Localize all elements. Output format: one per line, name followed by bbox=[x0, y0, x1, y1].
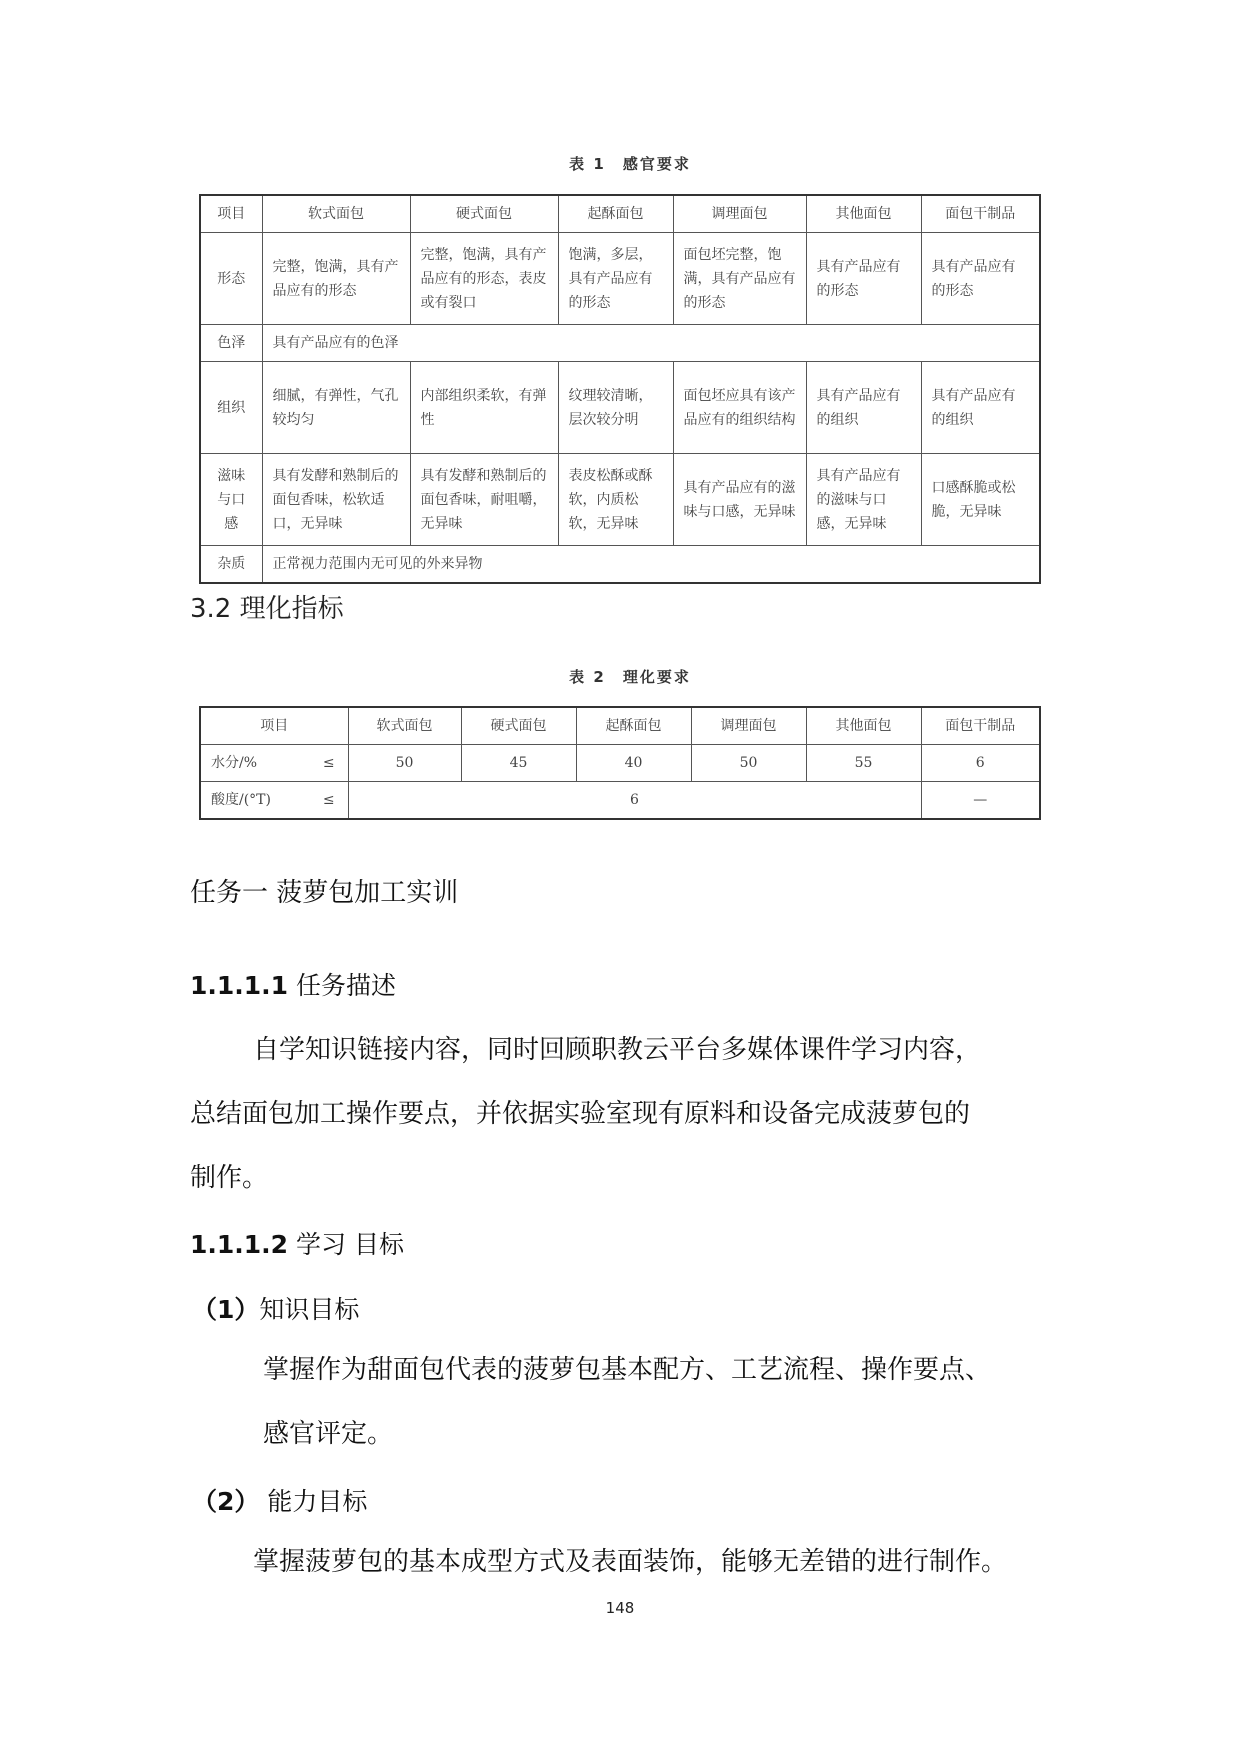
row-label: 形态 bbox=[200, 233, 262, 325]
table-row bbox=[200, 745, 1040, 782]
table-cell: 具有产品应有的滋味与口感，无异味 bbox=[806, 454, 921, 546]
header-cell: 面包干制品 bbox=[921, 707, 1040, 745]
row-label: 组织 bbox=[200, 362, 262, 454]
table-cell: 纹理较清晰，层次较分明 bbox=[558, 362, 673, 454]
header-cell: 面包干制品 bbox=[921, 195, 1040, 233]
paragraph-line: 掌握作为甜面包代表的菠萝包基本配方、工艺流程、操作要点、 bbox=[263, 1355, 992, 1385]
header-cell: 硬式面包 bbox=[461, 707, 576, 745]
table-cell: 细腻，有弹性，气孔较均匀 bbox=[262, 362, 410, 454]
section-heading: 3.2 理化指标 bbox=[190, 594, 344, 624]
goal-text: 知识目标 bbox=[259, 1295, 360, 1324]
header-cell: 项目 bbox=[200, 707, 348, 745]
table-cell: 口感酥脆或松脆，无异味 bbox=[921, 454, 1040, 546]
table-cell: 6 bbox=[348, 782, 921, 820]
row-operator: ≤ bbox=[310, 745, 348, 782]
table-cell: 具有产品应有的色泽 bbox=[262, 325, 1040, 362]
header-cell: 其他面包 bbox=[806, 195, 921, 233]
table-row bbox=[200, 546, 1040, 584]
header-cell: 硬式面包 bbox=[410, 195, 558, 233]
table-row bbox=[200, 707, 1040, 745]
table-cell: 面包坯应具有该产品应有的组织结构 bbox=[673, 362, 806, 454]
goal-number: （2） bbox=[192, 1487, 260, 1516]
row-label: 滋味与口感 bbox=[200, 454, 262, 546]
table-cell: 面包坯完整，饱满，具有产品应有的形态 bbox=[673, 233, 806, 325]
paragraph-line: 自学知识链接内容，同时回顾职教云平台多媒体课件学习内容， bbox=[253, 1035, 982, 1065]
table-cell: 具有产品应有的形态 bbox=[921, 233, 1040, 325]
row-label: 酸度/(°T) bbox=[200, 782, 310, 820]
row-label: 水分/% bbox=[200, 745, 310, 782]
paragraph-line: 制作。 bbox=[190, 1163, 269, 1193]
heading-number: 1.1.1.1 bbox=[190, 971, 289, 1000]
table-cell: 50 bbox=[691, 745, 806, 782]
subsection-heading bbox=[190, 966, 396, 1002]
subsection-heading bbox=[190, 1225, 404, 1261]
goal-heading bbox=[192, 1482, 367, 1518]
table-cell: 6 bbox=[921, 745, 1040, 782]
header-cell: 调理面包 bbox=[691, 707, 806, 745]
heading-text: 学习 目标 bbox=[296, 1230, 404, 1259]
table-cell: 完整，饱满，具有产品应有的形态，表皮或有裂口 bbox=[410, 233, 558, 325]
table-cell: 具有产品应有的滋味与口感，无异味 bbox=[673, 454, 806, 546]
physicochemical-table bbox=[199, 706, 1041, 820]
goal-heading bbox=[192, 1290, 359, 1326]
header-cell: 项目 bbox=[200, 195, 262, 233]
row-operator: ≤ bbox=[310, 782, 348, 820]
heading-text: 任务描述 bbox=[296, 971, 397, 1000]
table-cell: 55 bbox=[806, 745, 921, 782]
header-cell: 起酥面包 bbox=[558, 195, 673, 233]
table2-caption: 表 2 理化要求 bbox=[569, 668, 691, 686]
row-label: 杂质 bbox=[200, 546, 262, 584]
table-cell: 具有发酵和熟制后的面包香味，松软适口，无异味 bbox=[262, 454, 410, 546]
table-row bbox=[200, 454, 1040, 546]
header-cell: 软式面包 bbox=[348, 707, 461, 745]
page-number: 148 bbox=[605, 1599, 635, 1617]
table-cell: 50 bbox=[348, 745, 461, 782]
header-cell: 软式面包 bbox=[262, 195, 410, 233]
table-row bbox=[200, 195, 1040, 233]
table-cell: — bbox=[921, 782, 1040, 820]
table-cell: 具有产品应有的组织 bbox=[921, 362, 1040, 454]
paragraph-line: 总结面包加工操作要点，并依据实验室现有原料和设备完成菠萝包的 bbox=[190, 1099, 971, 1129]
table-row bbox=[200, 325, 1040, 362]
sensory-table bbox=[199, 194, 1041, 584]
goal-number: （1） bbox=[192, 1295, 260, 1324]
table-cell: 内部组织柔软，有弹性 bbox=[410, 362, 558, 454]
table-cell: 完整，饱满，具有产品应有的形态 bbox=[262, 233, 410, 325]
table-row bbox=[200, 782, 1040, 820]
header-cell: 起酥面包 bbox=[576, 707, 691, 745]
table-cell: 饱满，多层，具有产品应有的形态 bbox=[558, 233, 673, 325]
paragraph-line: 掌握菠萝包的基本成型方式及表面装饰，能够无差错的进行制作。 bbox=[253, 1547, 1008, 1577]
table-cell: 45 bbox=[461, 745, 576, 782]
table-cell: 表皮松酥或酥软，内质松软，无异味 bbox=[558, 454, 673, 546]
header-cell: 其他面包 bbox=[806, 707, 921, 745]
table-cell: 具有产品应有的形态 bbox=[806, 233, 921, 325]
table-cell: 40 bbox=[576, 745, 691, 782]
header-cell: 调理面包 bbox=[673, 195, 806, 233]
table-cell: 具有发酵和熟制后的面包香味，耐咀嚼，无异味 bbox=[410, 454, 558, 546]
table-cell: 正常视力范围内无可见的外来异物 bbox=[262, 546, 1040, 584]
paragraph-line: 感官评定。 bbox=[263, 1419, 394, 1449]
row-label: 色泽 bbox=[200, 325, 262, 362]
table-row bbox=[200, 362, 1040, 454]
task-title: 任务一 菠萝包加工实训 bbox=[190, 878, 459, 908]
table1-caption: 表 1 感官要求 bbox=[569, 155, 691, 173]
goal-text: 能力目标 bbox=[259, 1487, 368, 1516]
heading-number: 1.1.1.2 bbox=[190, 1230, 289, 1259]
table-cell: 具有产品应有的组织 bbox=[806, 362, 921, 454]
table-row bbox=[200, 233, 1040, 325]
